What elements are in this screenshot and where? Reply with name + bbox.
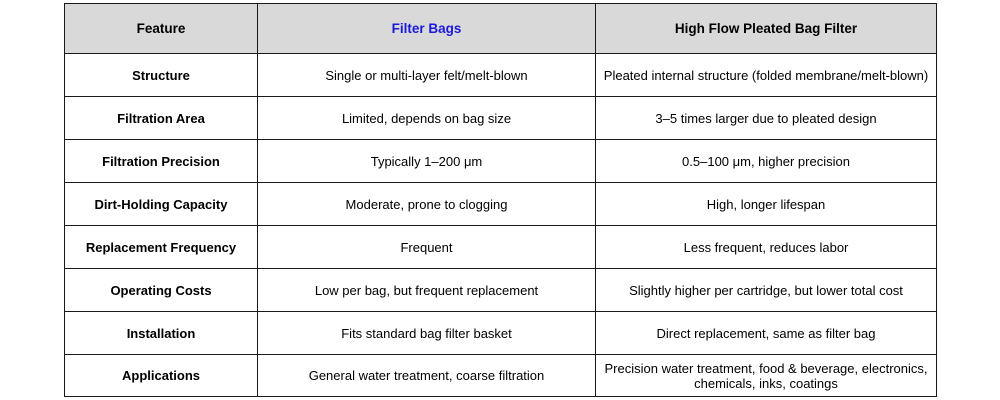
filter-bags-cell: Fits standard bag filter basket <box>258 312 596 355</box>
table-row <box>65 226 937 269</box>
high-flow-cell: Less frequent, reduces labor <box>596 226 937 269</box>
high-flow-cell: 3–5 times larger due to pleated design <box>596 97 937 140</box>
filter-bags-cell: Low per bag, but frequent replacement <box>258 269 596 312</box>
comparison-table-container <box>64 3 936 397</box>
filter-bags-cell: Moderate, prone to clogging <box>258 183 596 226</box>
header-feature: Feature <box>65 4 258 54</box>
high-flow-cell: Slightly higher per cartridge, but lower total cost <box>596 269 937 312</box>
feature-cell: Operating Costs <box>65 269 258 312</box>
high-flow-cell: High, longer lifespan <box>596 183 937 226</box>
feature-cell: Installation <box>65 312 258 355</box>
feature-cell: Filtration Precision <box>65 140 258 183</box>
filter-bags-cell: Frequent <box>258 226 596 269</box>
table-header-row <box>65 4 937 54</box>
filter-bags-cell: Typically 1–200 μm <box>258 140 596 183</box>
filter-bags-cell: General water treatment, coarse filtration <box>258 355 596 397</box>
feature-cell: Structure <box>65 54 258 97</box>
table-row <box>65 97 937 140</box>
high-flow-cell: Direct replacement, same as filter bag <box>596 312 937 355</box>
feature-cell: Applications <box>65 355 258 397</box>
high-flow-cell: Pleated internal structure (folded membrane/melt-blown) <box>596 54 937 97</box>
table-row <box>65 183 937 226</box>
high-flow-cell: 0.5–100 μm, higher precision <box>596 140 937 183</box>
header-filter-bags: Filter Bags <box>258 4 596 54</box>
header-high-flow-pleated: High Flow Pleated Bag Filter <box>596 4 937 54</box>
table-row <box>65 269 937 312</box>
comparison-table <box>64 3 937 397</box>
table-row <box>65 312 937 355</box>
table-row <box>65 54 937 97</box>
filter-bags-cell: Single or multi-layer felt/melt-blown <box>258 54 596 97</box>
feature-cell: Filtration Area <box>65 97 258 140</box>
high-flow-cell: Precision water treatment, food & beverage, electronics, chemicals, inks, coatings <box>596 355 937 397</box>
feature-cell: Dirt-Holding Capacity <box>65 183 258 226</box>
table-row <box>65 355 937 397</box>
filter-bags-cell: Limited, depends on bag size <box>258 97 596 140</box>
feature-cell: Replacement Frequency <box>65 226 258 269</box>
table-row <box>65 140 937 183</box>
